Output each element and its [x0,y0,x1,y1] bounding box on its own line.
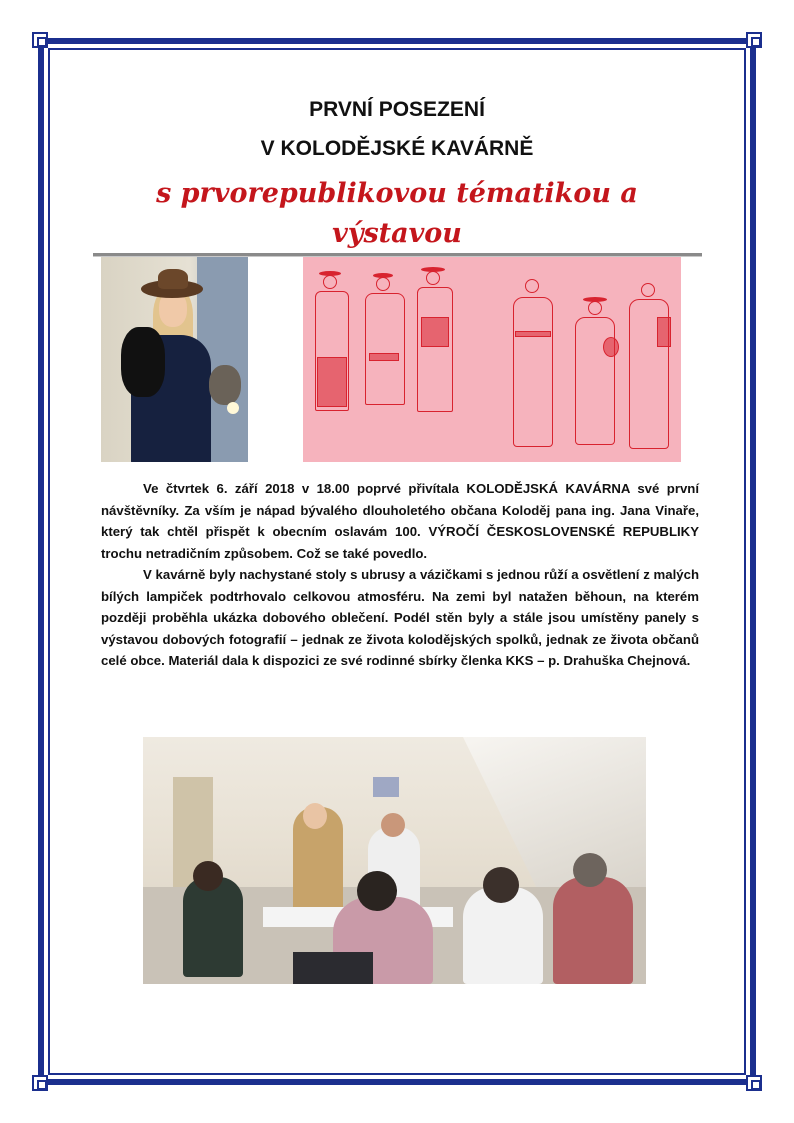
photo-head [303,803,327,829]
photo-seated-man [209,365,241,405]
sketch-handbag [603,337,619,357]
sketch-bodice [421,317,449,347]
photo-hat-crown [158,269,188,289]
sketch-belt [369,353,399,361]
article-paragraph: V kavárně byly nachystané stoly s ubrusy a vázičkami s jednou růží a osvětlení z malých bílých lampiček podtrhovalo celkovou atmosféru. Na zemi byl natažen běhoun, na kterém později proběhla ukázka dobového oblečení. Podél stěn byly a stále jsou umístěny panely s výstavou dobových fotografií – jednak ze života kolodějských spolků, jednak ze života občanů celé obce. Materiál dala k dispozici ze své rodinné sbírky členka KKS – p. Drahuška Chejnová. [101,567,699,668]
sketch-head [588,301,602,315]
photo-table-lamp [227,402,239,414]
photo-seated-man-plaid [553,877,633,984]
sketch-figure [513,297,553,447]
sketch-figure [365,293,405,405]
sketch-figure [417,287,453,412]
photo-head [573,853,607,887]
frame-corner-ornament [746,1075,762,1091]
photo-head [193,861,223,891]
photo-seated-woman [183,877,243,977]
sketch-skirt [317,357,347,407]
sketch-scarf [657,317,671,347]
page-title-line2: V KOLODĚJSKÉ KAVÁRNĚ [260,137,534,160]
page-subtitle: s prvorepublikovou tématikou a výstavou [156,178,638,249]
frame-corner-ornament [32,32,48,48]
frame-corner-ornament [746,32,762,48]
sketch-belt [515,331,551,337]
photo-head [483,867,519,903]
frame-corner-ornament [32,1075,48,1091]
photo-sloped-ceiling [463,737,646,887]
fashion-sketch-illustration [303,257,681,462]
page-title-line1: PRVNÍ POSEZENÍ [309,98,485,121]
sketch-head [525,279,539,293]
sketch-head [376,277,390,291]
article-body [101,478,699,672]
sketch-head [323,275,337,289]
photo-feather-boa [121,327,165,397]
article-paragraph: Ve čtvrtek 6. září 2018 v 18.00 poprvé přivítala KOLODĚJSKÁ KAVÁRNA své první návštěvníky. Za vším je nápad bývalého dlouholetého občana Koloděj pana ing. Jana Vinaře, který tak chtěl přispět k obecním oslavám 100. VÝROČÍ ČESKOSLOVENSKÉ REPUBLIKY trochu netradičním způsobem. Což se také povedlo. [101,481,699,561]
photo-head [357,871,397,911]
sketch-head [641,283,655,297]
photo-head [381,813,405,837]
photo-cafe-guests [143,737,646,984]
sketch-head [426,271,440,285]
photo-projection-screen [373,777,399,797]
photo-chair [293,952,373,984]
photo-woman-in-hat [101,257,248,462]
